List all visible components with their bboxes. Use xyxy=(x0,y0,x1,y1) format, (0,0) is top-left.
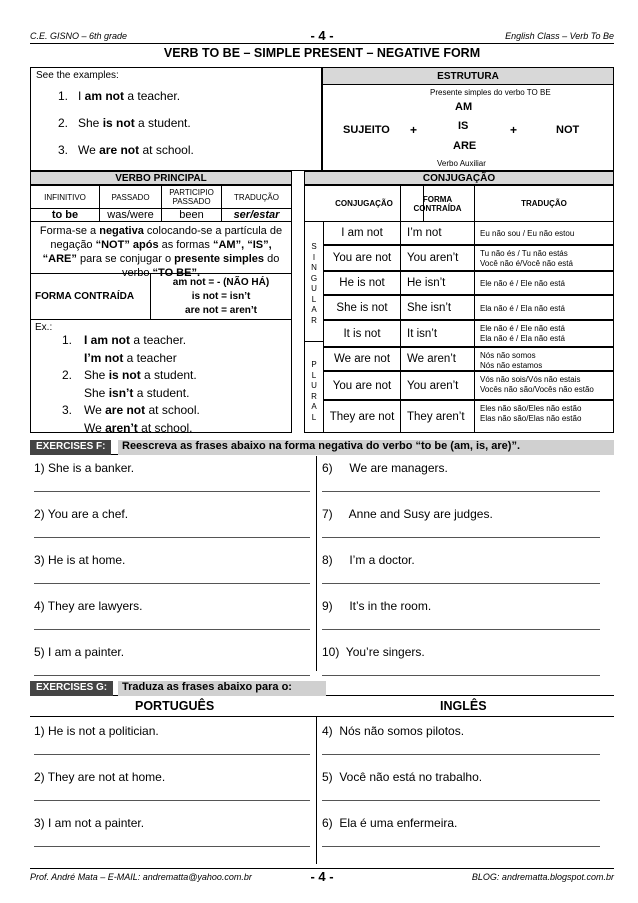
conj-short-cell xyxy=(400,400,475,433)
conj-short-text: He isn’t xyxy=(407,277,446,289)
conj-translation-cell xyxy=(474,371,614,400)
exercises-g-divider xyxy=(316,716,317,864)
conj-short-text: I’m not xyxy=(407,227,442,239)
verbo-explanation: Forma-se a negativa colocando-se a partícula de negação “NOT” após as formas “AM”, “IS”, “ARE” para se conjugar o presente simples do verbo “TO BE”. xyxy=(30,221,292,274)
estrutura-sujeito: SUJEITO xyxy=(343,124,390,136)
example-item: 1. I am not a teacher. xyxy=(58,89,181,103)
exercises-f-instruction: Reescreva as frases abaixo na forma negativa do verbo “to be (am, is, are)”. xyxy=(118,440,614,455)
contracted-forms: am not = - (NÃO HÁ) is not = isn’t are not = aren’t xyxy=(150,273,292,320)
question-text: 2) You are a chef. xyxy=(34,507,129,521)
answer-line[interactable] xyxy=(322,629,600,630)
conj-translation-line: Eu não sou / Eu não estou xyxy=(480,229,575,238)
question-text: 2) They are not at home. xyxy=(34,770,166,784)
conj-full-text: He is not xyxy=(339,277,385,289)
exercises-g-bar xyxy=(30,681,614,696)
conj-short-text: It isn’t xyxy=(407,327,438,340)
verbo-header-passado: PASSADO xyxy=(99,185,162,209)
question-text: 1) He is not a politician. xyxy=(34,724,159,738)
estrutura-is: IS xyxy=(458,120,469,132)
question-text: 6) Ela é uma enfermeira. xyxy=(322,816,458,830)
estrutura-title: ESTRUTURA xyxy=(437,71,499,82)
conj-full-text: She is not xyxy=(336,301,388,314)
conj-full-cell xyxy=(323,245,401,271)
answer-line[interactable] xyxy=(322,583,600,584)
conj-translation-line: Nós não somos xyxy=(480,351,536,360)
conj-full-text: They are not xyxy=(329,410,395,423)
verbo-header-infinitivo: INFINITIVO xyxy=(30,185,100,209)
conj-translation-line: Eles não são/Eles não estão xyxy=(480,404,582,413)
question-text: 10) You’re singers. xyxy=(322,645,425,659)
col-head-ingles: INGLÊS xyxy=(440,699,487,713)
answer-line[interactable] xyxy=(322,800,600,801)
conj-translation-cell xyxy=(474,245,614,271)
question-text: 4) Nós não somos pilotos. xyxy=(322,724,465,738)
estrutura-subtitle: Presente simples do verbo TO BE xyxy=(430,88,551,97)
conj-full-cell xyxy=(323,371,401,400)
question-text: 4) They are lawyers. xyxy=(34,599,143,613)
question-text: 3) I am not a painter. xyxy=(34,816,145,830)
conj-translation-line: Vocês não são/Vocês não estão xyxy=(480,384,594,394)
ex-line: 2. She is not a student. xyxy=(62,368,197,382)
ex-line: 3. We are not at school. xyxy=(62,403,200,417)
conj-header-contraida: FORMA CONTRAÍDA xyxy=(400,185,475,222)
conj-short-cell xyxy=(400,271,475,295)
conj-translation-line: Ele não é / Ele não está xyxy=(480,324,565,333)
example-item: 3. We are not at school. xyxy=(58,143,194,157)
question-text: 5) Você não está no trabalho. xyxy=(322,770,483,784)
conj-short-cell xyxy=(400,320,475,347)
question-text: 7) Anne and Susy are judges. xyxy=(322,507,493,521)
estrutura-plus-2: + xyxy=(510,123,518,137)
conj-full-cell xyxy=(323,295,401,320)
conj-short-cell xyxy=(400,245,475,271)
conj-translation-line: Você não é/Você não está xyxy=(480,258,573,268)
question-text: 3) He is at home. xyxy=(34,553,126,567)
ex-line: I’m not a teacher xyxy=(84,350,177,365)
contracted-label: FORMA CONTRAÍDA xyxy=(30,273,151,320)
conj-short-text: We aren’t xyxy=(407,353,457,365)
exercises-f-divider xyxy=(316,456,317,671)
example-item: 2. She is not a student. xyxy=(58,116,191,130)
footer-left: Prof. André Mata – E-MAIL: andrematta@yahoo.com.br xyxy=(30,872,252,882)
answer-line[interactable] xyxy=(34,537,310,538)
conj-short-text: You aren’t xyxy=(407,252,459,264)
verbo-value-traducao: ser/estar xyxy=(221,208,292,222)
verbo-value-passado: was/were xyxy=(99,208,162,222)
conj-translation-cell xyxy=(474,320,614,347)
exercises-f-bar xyxy=(30,440,614,455)
verbo-header-traducao: TRADUÇÃO xyxy=(221,185,292,209)
conj-header-traducao: TRADUÇÃO xyxy=(474,185,614,222)
ex-line: 1. I am not a teacher. xyxy=(62,333,187,347)
conj-full-text: It is not xyxy=(343,327,381,340)
conj-full-cell xyxy=(323,221,401,245)
exercises-g-instruction: Traduza as frases abaixo para o: xyxy=(118,681,326,696)
estrutura-not: NOT xyxy=(556,124,580,136)
answer-line[interactable] xyxy=(34,846,310,847)
conj-translation-line: Tu não és / Tu não estás xyxy=(480,249,568,258)
answer-line[interactable] xyxy=(34,629,310,630)
answer-line[interactable] xyxy=(322,675,600,676)
conj-header-conjugacao: CONJUGAÇÃO xyxy=(304,185,424,222)
conj-translation-line: Elas não são/Elas não estão xyxy=(480,413,582,423)
conj-full-text: You are not xyxy=(332,379,392,392)
estrutura-aux-label: Verbo Auxiliar xyxy=(437,159,486,168)
ex-lines xyxy=(62,333,200,438)
verbo-value-participio: been xyxy=(161,208,222,222)
conj-translation-line: Vós não sois/Vós não estais xyxy=(480,375,581,384)
conj-full-text: We are not xyxy=(333,353,391,365)
conj-full-cell xyxy=(323,320,401,347)
conj-translation-line: Ela não é / Ela não está xyxy=(480,303,565,313)
footer-right: BLOG: andrematta.blogspot.com.br xyxy=(471,872,614,882)
conj-short-text: They aren’t xyxy=(407,410,465,423)
header-right: English Class – Verb To Be xyxy=(505,31,614,41)
ex-line: She isn’t a student. xyxy=(84,385,190,400)
examples-heading: See the examples: xyxy=(36,70,119,81)
answer-line[interactable] xyxy=(34,583,310,584)
conj-full-text: You are not xyxy=(332,252,392,264)
verbo-value-infinitivo: to be xyxy=(30,208,100,222)
answer-line[interactable] xyxy=(322,491,600,492)
conj-full-cell xyxy=(323,271,401,295)
conj-short-cell xyxy=(400,347,475,371)
page-footer xyxy=(30,868,614,884)
answer-line[interactable] xyxy=(322,754,600,755)
header-left: C.E. GISNO – 6th grade xyxy=(30,31,128,41)
question-text: 6) We are managers. xyxy=(322,461,448,475)
conj-translation-cell xyxy=(474,347,614,371)
page-title: VERB TO BE – SIMPLE PRESENT – NEGATIVE FORM xyxy=(163,46,481,60)
answer-line[interactable] xyxy=(322,537,600,538)
header-page-number: - 4 - xyxy=(310,28,334,43)
verbo-title: VERBO PRINCIPAL xyxy=(30,171,292,185)
question-text: 8) I’m a doctor. xyxy=(322,553,415,567)
estrutura-are: ARE xyxy=(453,140,477,152)
conjugacao-title: CONJUGAÇÃO xyxy=(304,171,614,185)
conj-full-text: I am not xyxy=(341,227,383,239)
examples-list xyxy=(58,89,194,170)
conj-translation-cell xyxy=(474,271,614,295)
page-header xyxy=(30,30,614,44)
answer-line[interactable] xyxy=(34,754,310,755)
exercises-g-tag: EXERCISES G: xyxy=(30,681,113,696)
footer-page-number: - 4 - xyxy=(310,869,334,884)
exercises-g-head-line xyxy=(30,716,614,717)
question-text: 9) It’s in the room. xyxy=(322,599,432,613)
conj-short-cell xyxy=(400,295,475,320)
estrutura-am: AM xyxy=(455,101,473,113)
verbo-header-participio: PARTICIPIO PASSADO xyxy=(161,185,222,209)
answer-line[interactable] xyxy=(34,675,310,676)
conj-translation-cell xyxy=(474,400,614,433)
ex-label: Ex.: xyxy=(35,322,53,333)
ex-line: We aren’t at school. xyxy=(84,420,193,435)
question-text: 5) I am a painter. xyxy=(34,645,125,659)
conj-full-cell xyxy=(323,347,401,371)
conj-translation-line: Nós não estamos xyxy=(480,360,543,370)
conj-short-text: You aren’t xyxy=(407,379,459,392)
conj-translation-cell xyxy=(474,221,614,245)
answer-line[interactable] xyxy=(34,800,310,801)
singular-label: S I N G U L A R xyxy=(304,221,324,342)
answer-line[interactable] xyxy=(322,846,600,847)
conj-short-text: She isn’t xyxy=(407,301,452,314)
exercises-f-tag: EXERCISES F: xyxy=(30,440,111,455)
conj-translation-line: Ele não é / Ele não está xyxy=(480,279,565,288)
conj-short-cell xyxy=(400,371,475,400)
estrutura-plus-1: + xyxy=(410,123,418,137)
plural-label: P L U R A L xyxy=(304,341,324,433)
conj-full-cell xyxy=(323,400,401,433)
conj-translation-cell xyxy=(474,295,614,320)
conj-translation-line: Ela não é / Ela não está xyxy=(480,333,565,343)
question-text: 1) She is a banker. xyxy=(34,461,135,475)
conj-short-cell xyxy=(400,221,475,245)
col-head-portugues: PORTUGUÊS xyxy=(135,699,215,713)
answer-line[interactable] xyxy=(34,491,310,492)
